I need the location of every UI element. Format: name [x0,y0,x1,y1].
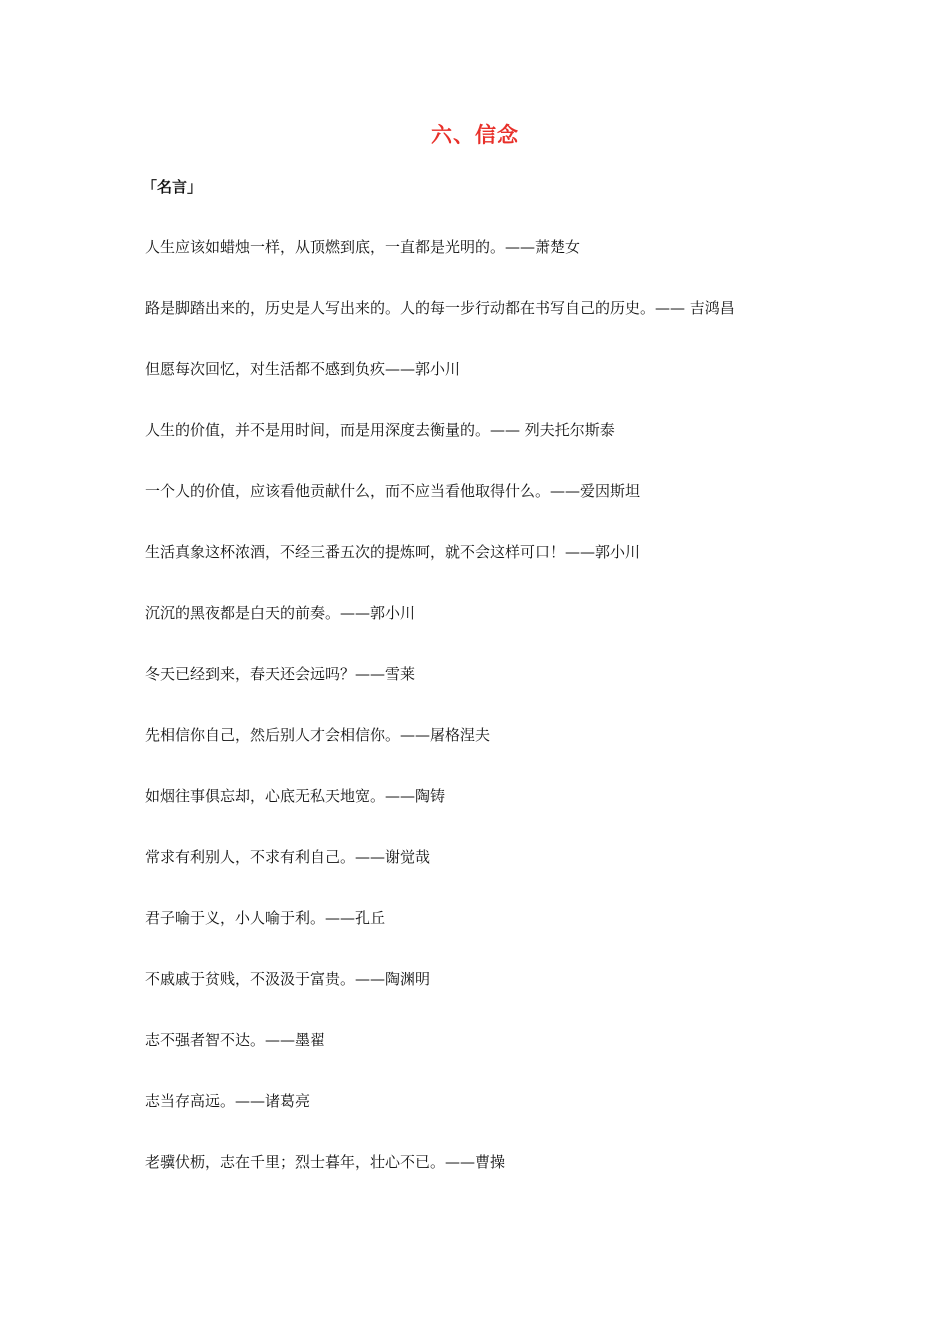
quote-item: 一个人的价值，应该看他贡献什么，而不应当看他取得什么。——爱因斯坦 [145,482,641,500]
quote-item: 但愿每次回忆，对生活都不感到负疚——郭小川 [145,360,461,378]
quote-item: 志不强者智不达。——墨翟 [145,1031,326,1049]
quote-item: 志当存高远。——诸葛亮 [145,1092,311,1110]
section-label: 「名言」 [142,178,203,196]
quote-item: 路是脚踏出来的，历史是人写出来的。人的每一步行动都在书写自己的历史。—— 吉鸿昌 [145,299,735,317]
quote-item: 生活真象这杯浓酒，不经三番五次的提炼呵，就不会这样可口！——郭小川 [145,543,641,561]
quote-item: 常求有利别人，不求有利自己。——谢觉哉 [145,848,431,866]
quote-item: 人生的价值，并不是用时间，而是用深度去衡量的。—— 列夫托尔斯泰 [145,421,615,439]
quote-item: 先相信你自己，然后别人才会相信你。——屠格涅夫 [145,726,491,744]
quote-list [145,236,865,1212]
quote-item: 沉沉的黑夜都是白天的前奏。——郭小川 [145,604,416,622]
quote-item: 冬天已经到来，春天还会远吗？——雪莱 [145,665,416,683]
quote-item: 老骥伏枥，志在千里；烈士暮年，壮心不已。——曹操 [145,1153,506,1171]
quote-item: 不戚戚于贫贱，不汲汲于富贵。——陶渊明 [145,970,431,988]
quote-item: 君子喻于义，小人喻于利。——孔丘 [145,909,386,927]
quote-item: 人生应该如蜡烛一样，从顶燃到底，一直都是光明的。——萧楚女 [145,238,581,256]
page-title: 六、信念 [431,123,519,147]
quote-item: 如烟往事俱忘却，心底无私天地宽。——陶铸 [145,787,446,805]
